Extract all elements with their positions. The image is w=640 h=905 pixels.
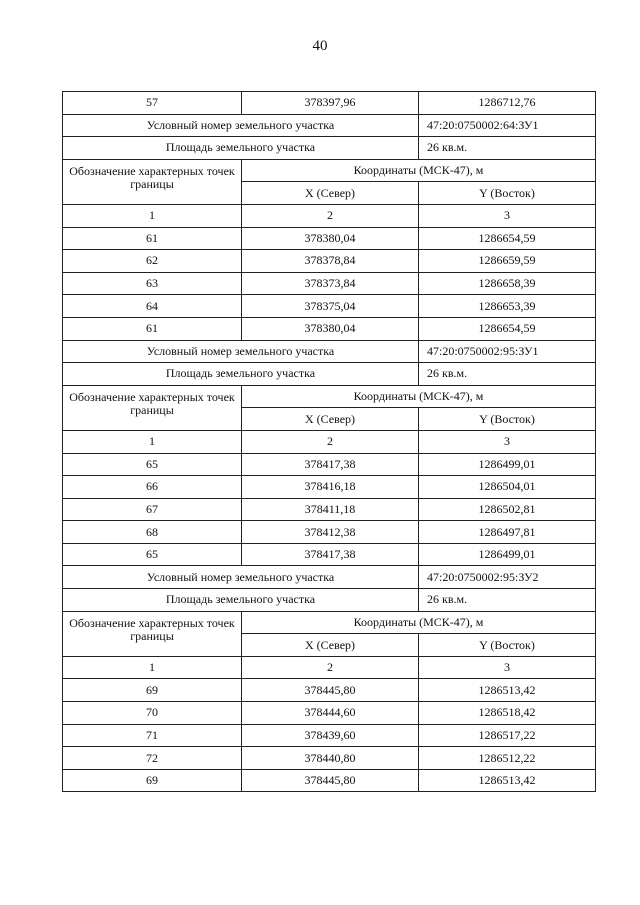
table-row <box>63 476 596 499</box>
y-cell: 1286499,01 <box>419 543 596 566</box>
parcel-number-value: 47:20:0750002:95:ЗУ2 <box>419 566 596 589</box>
x-cell: 378444,60 <box>242 702 419 725</box>
points-header: Обозначение характерных точек границы <box>63 611 242 656</box>
coordinates-table-body <box>63 92 596 792</box>
column-number: 1 <box>63 204 242 227</box>
table-row <box>63 227 596 250</box>
table-row <box>63 159 596 182</box>
x-cell: 378439,60 <box>242 724 419 747</box>
column-number: 3 <box>419 656 596 679</box>
point-cell: 68 <box>63 521 242 544</box>
x-cell: 378412,38 <box>242 521 419 544</box>
point-cell: 61 <box>63 317 242 340</box>
table-row <box>63 521 596 544</box>
point-cell: 65 <box>63 543 242 566</box>
page-number: 40 <box>312 38 328 54</box>
table-row <box>63 385 596 408</box>
parcel-number-label: Условный номер земельного участка <box>63 114 419 137</box>
y-header: Y (Восток) <box>419 634 596 657</box>
parcel-number-label: Условный номер земельного участка <box>63 566 419 589</box>
x-cell: 378380,04 <box>242 227 419 250</box>
table-row <box>63 430 596 453</box>
y-cell: 1286658,39 <box>419 272 596 295</box>
x-cell: 378378,84 <box>242 250 419 273</box>
table-row <box>63 656 596 679</box>
column-number: 2 <box>242 656 419 679</box>
table-row <box>63 747 596 770</box>
point-cell: 67 <box>63 498 242 521</box>
table-row <box>63 589 596 612</box>
points-header: Обозначение характерных точек границы <box>63 159 242 204</box>
x-cell: 378417,38 <box>242 543 419 566</box>
y-cell: 1286712,76 <box>419 92 596 115</box>
x-header: X (Север) <box>242 634 419 657</box>
table-row <box>63 204 596 227</box>
y-header: Y (Восток) <box>419 408 596 431</box>
point-cell: 71 <box>63 724 242 747</box>
point-cell: 57 <box>63 92 242 115</box>
point-cell: 61 <box>63 227 242 250</box>
y-cell: 1286518,42 <box>419 702 596 725</box>
table-row <box>63 498 596 521</box>
point-cell: 62 <box>63 250 242 273</box>
parcel-number-value: 47:20:0750002:95:ЗУ1 <box>419 340 596 363</box>
table-row <box>63 611 596 634</box>
x-cell: 378397,96 <box>242 92 419 115</box>
column-number: 3 <box>419 430 596 453</box>
y-cell: 1286654,59 <box>419 317 596 340</box>
y-cell: 1286659,59 <box>419 250 596 273</box>
point-cell: 72 <box>63 747 242 770</box>
x-cell: 378375,04 <box>242 295 419 318</box>
y-cell: 1286513,42 <box>419 769 596 792</box>
point-cell: 69 <box>63 679 242 702</box>
coords-header: Координаты (МСК-47), м <box>242 385 596 408</box>
table-row <box>63 363 596 386</box>
x-cell: 378445,80 <box>242 679 419 702</box>
table-row <box>63 566 596 589</box>
parcel-number-value: 47:20:0750002:64:ЗУ1 <box>419 114 596 137</box>
table-row <box>63 137 596 160</box>
table-row <box>63 317 596 340</box>
parcel-number-label: Условный номер земельного участка <box>63 340 419 363</box>
x-cell: 378411,18 <box>242 498 419 521</box>
y-cell: 1286497,81 <box>419 521 596 544</box>
column-number: 2 <box>242 204 419 227</box>
point-cell: 70 <box>63 702 242 725</box>
x-cell: 378380,04 <box>242 317 419 340</box>
x-cell: 378445,80 <box>242 769 419 792</box>
y-header: Y (Восток) <box>419 182 596 205</box>
x-cell: 378440,80 <box>242 747 419 770</box>
point-cell: 66 <box>63 476 242 499</box>
column-number: 1 <box>63 656 242 679</box>
coordinates-table <box>62 91 596 792</box>
table-row <box>63 702 596 725</box>
parcel-area-label: Площадь земельного участка <box>63 363 419 386</box>
y-cell: 1286512,22 <box>419 747 596 770</box>
column-number: 3 <box>419 204 596 227</box>
point-cell: 64 <box>63 295 242 318</box>
table-row <box>63 92 596 115</box>
coords-header: Координаты (МСК-47), м <box>242 159 596 182</box>
point-cell: 63 <box>63 272 242 295</box>
point-cell: 69 <box>63 769 242 792</box>
table-row <box>63 340 596 363</box>
table-row <box>63 114 596 137</box>
y-cell: 1286513,42 <box>419 679 596 702</box>
y-cell: 1286504,01 <box>419 476 596 499</box>
y-cell: 1286653,39 <box>419 295 596 318</box>
table-row <box>63 250 596 273</box>
table-row <box>63 272 596 295</box>
table-row <box>63 543 596 566</box>
x-header: X (Север) <box>242 182 419 205</box>
table-row <box>63 453 596 476</box>
table-row <box>63 769 596 792</box>
parcel-area-label: Площадь земельного участка <box>63 589 419 612</box>
y-cell: 1286502,81 <box>419 498 596 521</box>
x-cell: 378373,84 <box>242 272 419 295</box>
x-cell: 378416,18 <box>242 476 419 499</box>
parcel-area-value: 26 кв.м. <box>419 363 596 386</box>
y-cell: 1286517,22 <box>419 724 596 747</box>
parcel-area-label: Площадь земельного участка <box>63 137 419 160</box>
x-cell: 378417,38 <box>242 453 419 476</box>
y-cell: 1286499,01 <box>419 453 596 476</box>
table-row <box>63 295 596 318</box>
point-cell: 65 <box>63 453 242 476</box>
coords-header: Координаты (МСК-47), м <box>242 611 596 634</box>
y-cell: 1286654,59 <box>419 227 596 250</box>
table-row <box>63 724 596 747</box>
parcel-area-value: 26 кв.м. <box>419 137 596 160</box>
column-number: 1 <box>63 430 242 453</box>
parcel-area-value: 26 кв.м. <box>419 589 596 612</box>
x-header: X (Север) <box>242 408 419 431</box>
column-number: 2 <box>242 430 419 453</box>
points-header: Обозначение характерных точек границы <box>63 385 242 430</box>
table-row <box>63 679 596 702</box>
